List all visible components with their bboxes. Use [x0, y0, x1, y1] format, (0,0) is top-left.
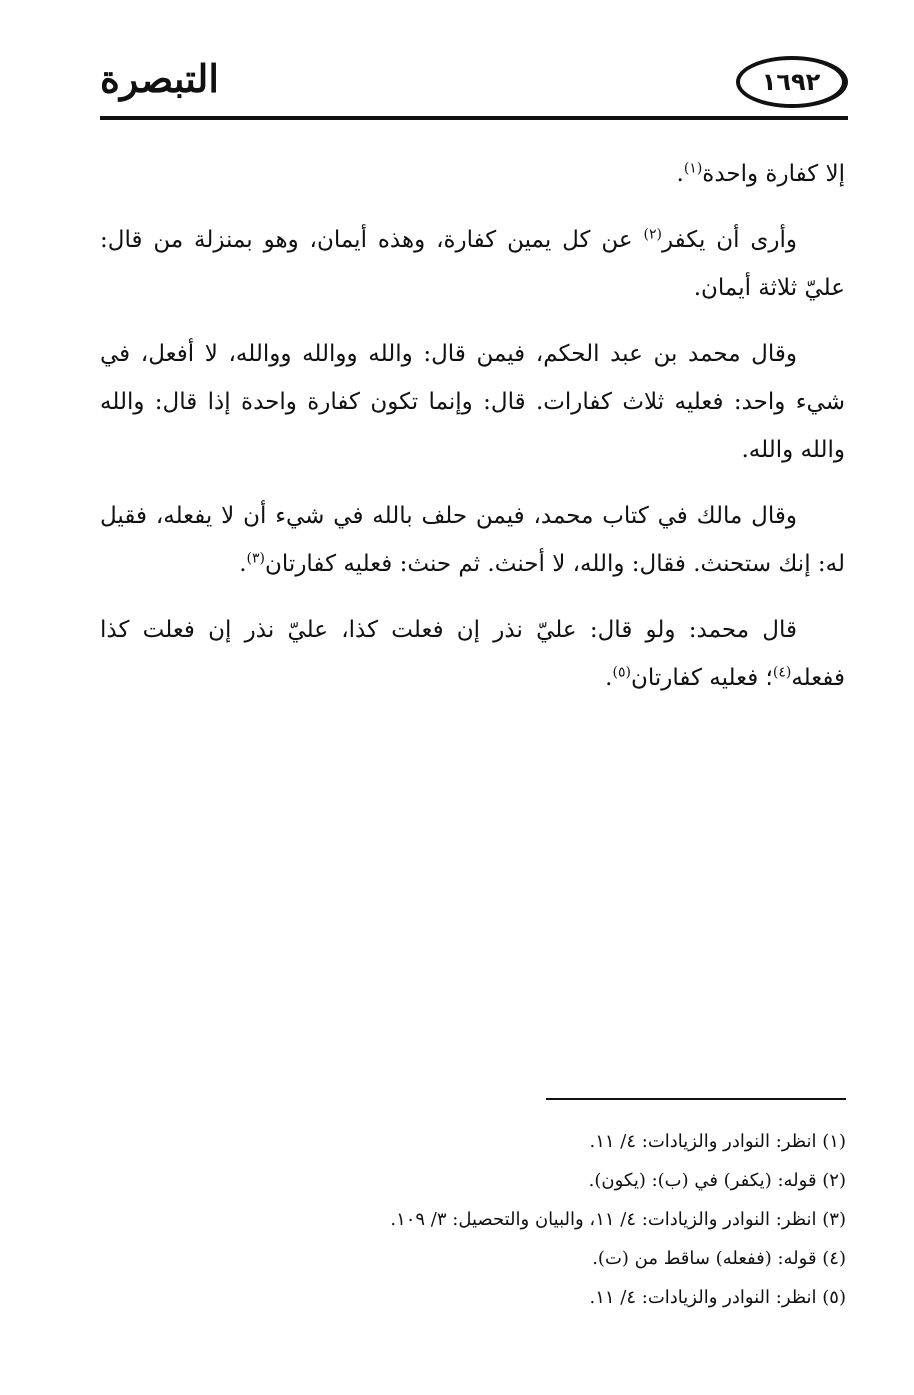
header-rule [100, 116, 848, 120]
paragraph-text: ؛ فعليه كفارتان [630, 665, 773, 691]
paragraph-text: إلا كفارة واحدة [702, 161, 845, 187]
footnotes [200, 1122, 846, 1317]
paragraph-text: . [239, 551, 247, 577]
footnote-1: (١) انظر: النوادر والزيادات: ٤/ ١١. [589, 1131, 846, 1152]
main-text [100, 150, 845, 720]
paragraph-2 [100, 216, 845, 312]
paragraph-4 [100, 492, 845, 588]
footnote-reference: (٥) [612, 664, 631, 681]
paragraph-text: . [676, 161, 684, 187]
paragraph-3 [100, 330, 845, 474]
footnote-2: (٢) قوله: (يكفر) في (ب): (يكون). [588, 1170, 846, 1191]
page-number-oval [736, 56, 848, 108]
page-number: ١٦٩٢ [761, 68, 821, 96]
paragraph-text: وقال مالك في كتاب محمد، فيمن حلف بالله في شيء أن لا يفعله، فقيل له: إنك ستحنث. فقال: والله، لا أحنث. ثم حنث: فعليه كفارتان [100, 503, 845, 577]
paragraph-text: وقال محمد بن عبد الحكم، فيمن قال: والله ووالله ووالله، لا أفعل، في شيء واحد: فعليه ثلاث كفارات. قال: وإنما تكون كفارة واحدة إذا قال: والله والله والله. [100, 341, 845, 463]
running-title: التبصرة [100, 56, 219, 101]
footnote-reference: (٢) [643, 226, 662, 243]
footnote-3: (٣) انظر: النوادر والزيادات: ٤/ ١١، والبيان والتحصيل: ٣/ ١٠٩. [390, 1209, 846, 1230]
paragraph-5 [100, 606, 845, 702]
paragraph-1 [100, 150, 845, 198]
paragraph-text: وأرى أن يكفر [661, 227, 797, 253]
footnote-separator [546, 1098, 846, 1100]
footnote-reference: (١) [683, 160, 703, 177]
footnote-4: (٤) قوله: (ففعله) ساقط من (ت). [592, 1248, 846, 1269]
paragraph-text: . [605, 665, 613, 691]
paragraph-text: عن كل يمين كفارة، وهذه أيمان، وهو بمنزلة من قال: عليّ ثلاثة أيمان. [100, 227, 845, 301]
page-header [100, 52, 848, 124]
footnote-5: (٥) انظر: النوادر والزيادات: ٤/ ١١. [589, 1287, 846, 1308]
footnote-reference: (٤) [772, 664, 792, 681]
footnote-reference: (٣) [246, 550, 266, 567]
paragraph-text: قال محمد: ولو قال: عليّ نذر إن فعلت كذا، عليّ نذر إن فعلت كذا ففعله [100, 617, 845, 691]
